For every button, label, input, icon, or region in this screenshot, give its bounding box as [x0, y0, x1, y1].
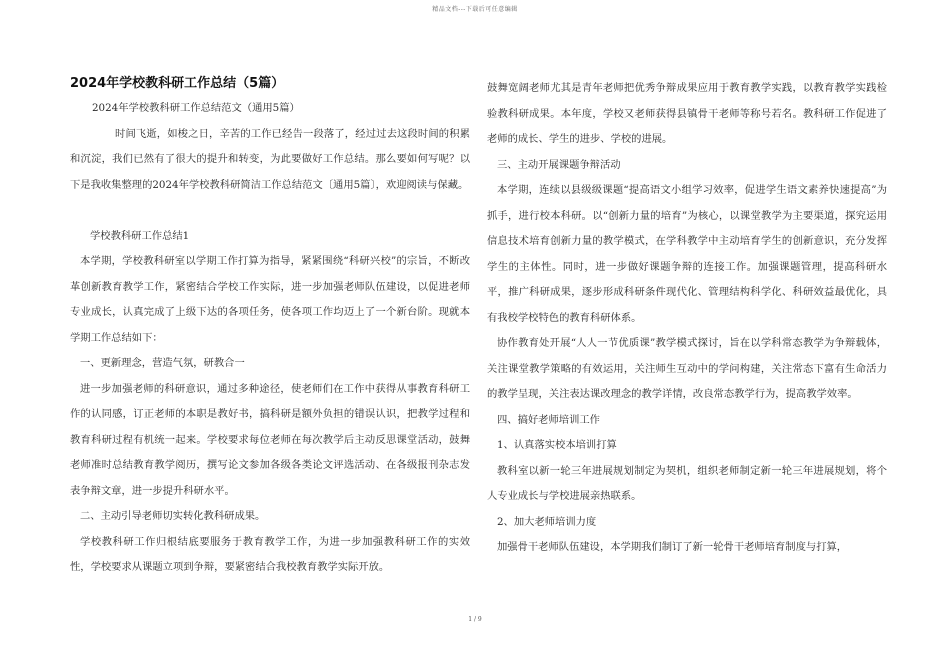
heading-4: 四、搞好老师培训工作 [497, 413, 600, 426]
left-column [70, 74, 470, 581]
paragraph: 鼓舞宽阔老师尤其是青年老师把优秀争辩成果应用于教育教学实践，以教育教学实践检验教科研成果。本年度，学校又老师获得县镇骨干老师等称号若名。教科研工作促进了老师的成长、学生的进步、学校的进展。 [487, 82, 887, 145]
heading-1: 一、更新理念，营造气氛，研教合一 [80, 357, 245, 369]
paragraph: 教科室以新一轮三年进展规划制定为契机，组织老师制定新一轮三年进展规划，将个人专业成长与学校进展亲热联系。 [487, 464, 887, 502]
subtitle: 2024年学校教科研工作总结范文（通用5篇） [92, 102, 300, 114]
page-number: 1 / 9 [468, 616, 482, 623]
intro-paragraph: 时间飞逝，如梭之日，辛苦的工作已经告一段落了，经过过去这段时间的积累和沉淀，我们已然有了很大的提升和转变，为此要做好工作总结。那么要如何写呢？以下是我收集整理的2024年学校教科研简洁工作总结范文〔通用5篇〕，欢迎阅读与保藏。 [70, 127, 470, 191]
subheading-4-2: 2、加大老师培训力度 [497, 515, 597, 528]
paragraph: 协作教育处开展“人人一节优质课”教学模式探讨，旨在以学科常态教学为争辩载体，关注课堂教学策略的有效运用，关注师生互动中的学问构建，关注常态下富有生命活力的教学呈现，关注表达课改理念的教学详情，改良常态教学行为，提高教学效率。 [487, 337, 887, 400]
paragraph: 学校教科研工作归根结底要服务于教育教学工作，为进一步加强教科研工作的实效性，学校要求从课题立项到争辩，要紧密结合我校教育教学实际开放。 [70, 535, 470, 573]
right-column [487, 76, 887, 561]
page-header: 精品文档---下载后可任意编辑 [432, 6, 518, 13]
spacer [70, 198, 470, 224]
section-title: 学校教科研工作总结1 [90, 229, 190, 242]
paragraph: 本学期，学校教科研室以学期工作打算为指导，紧紧围绕“科研兴校”的宗旨，不断改革创新教育教学工作，紧密结合学校工作实际，进一步加强老师队伍建设，以促进老师专业成长，认真完成了上级下达的各项任务，使各项工作均迈上了一个新台阶。现就本学期工作总结如下： [70, 255, 470, 344]
paragraph: 进一步加强老师的科研意识，通过多种途径，使老师们在工作中获得从事教育科研工作的认同感，订正老师的本职是教好书，搞科研是额外负担的错误认识，把教学过程和教育科研过程有机统一起来。学校要求每位老师在每次教学后主动反思课堂活动，鼓舞老师准时总结教育教学阅历，撰写论文参加各级各类论文评选活动、在各级报刊杂志发表争辩文章，进一步提升科研水平。 [70, 382, 470, 497]
paragraph: 加强骨干老师队伍建设，本学期我们制订了新一轮骨干老师培育制度与打算， [497, 541, 848, 553]
paragraph: 本学期，连续以县级级课题“提高语文小组学习效率，促进学生语文素养快速提高”为抓手，进行校本科研。以“创新力量的培育”为核心，以课堂教学为主要渠道，探究运用信息技术培育创新力量的教学模式，在学科教学中主动培育学生的创新意识，充分发挥学生的主体性。同时，进一步做好课题争辩的连接工作。加强课题管理，提高科研水平，推广科研成果，逐步形成科研条件现代化、管理结构科学化、科研效益最优化，具有我校学校特色的教育科研体系。 [487, 184, 887, 324]
heading-2: 二、主动引导老师切实转化教科研成果。 [80, 510, 266, 522]
subheading-4-1: 1、认真落实校本培训打算 [497, 439, 617, 451]
heading-3: 三、主动开展课题争辩活动 [497, 158, 621, 171]
document-title: 2024年学校教科研工作总结（5篇） [70, 76, 285, 91]
